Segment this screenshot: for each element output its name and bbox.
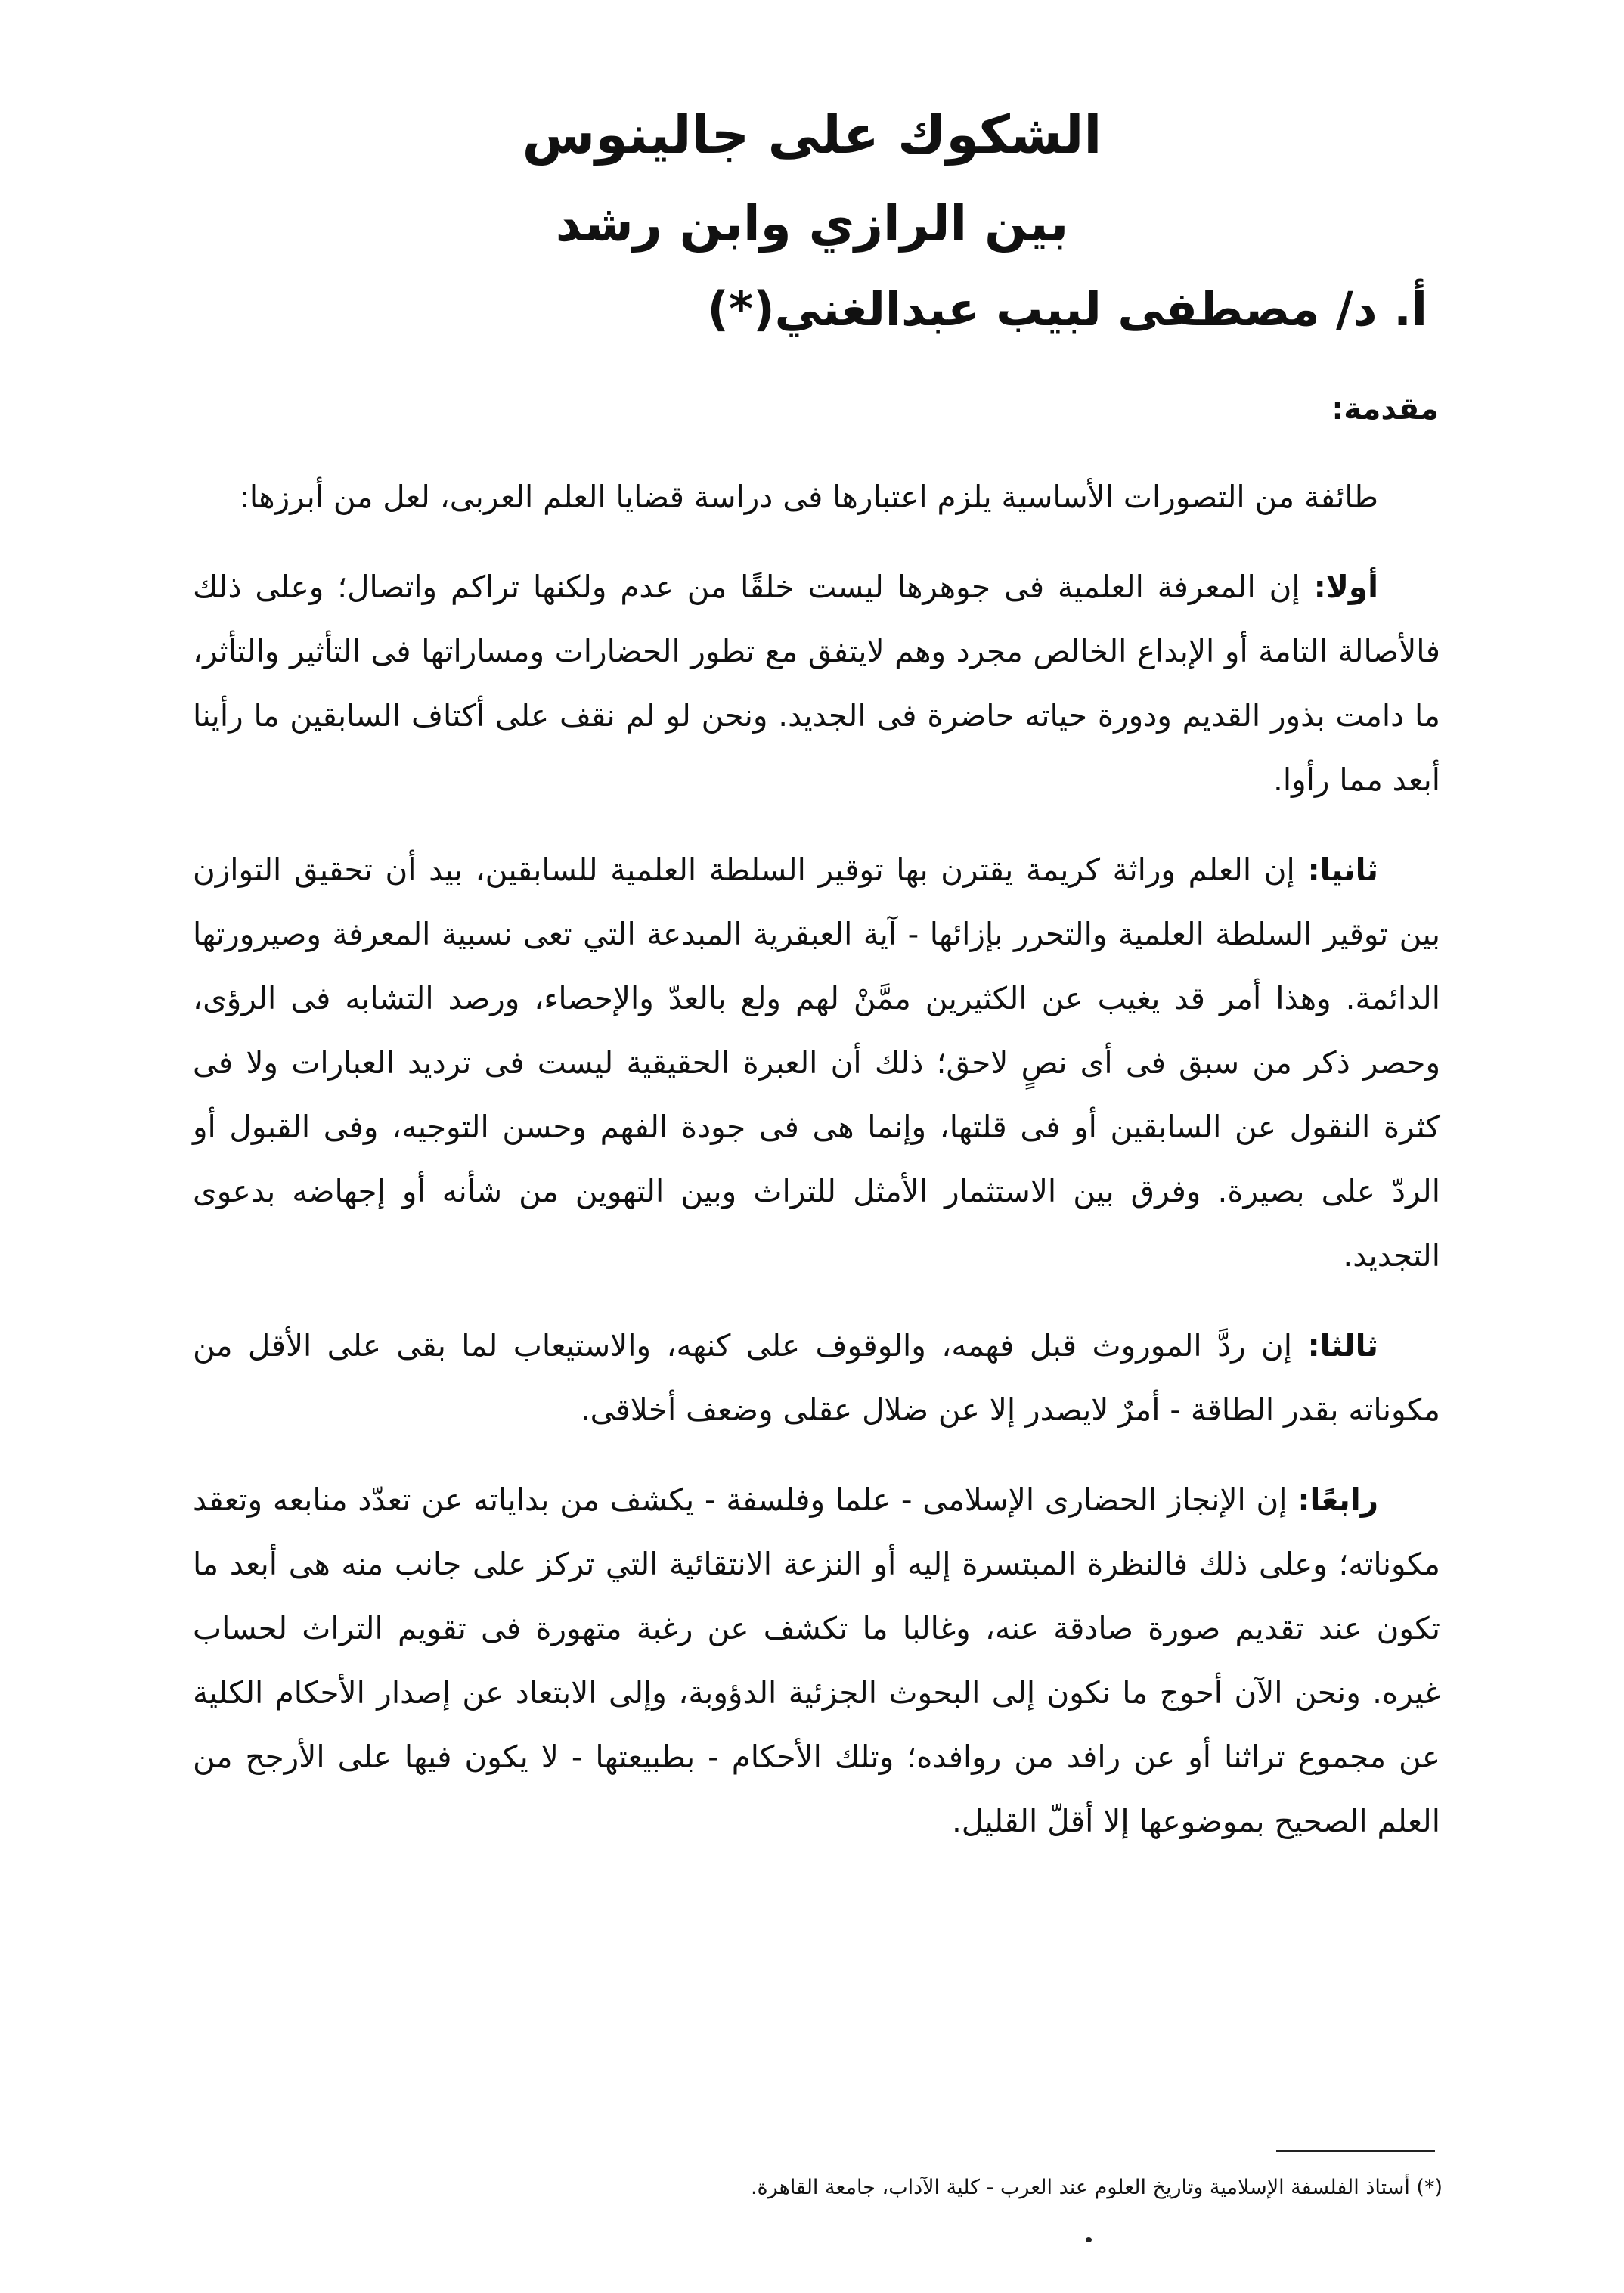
body-text bbox=[193, 465, 1440, 1879]
point-paragraph-fourth bbox=[193, 1468, 1440, 1854]
point-text: إن العلم وراثة كريمة يقترن بها توقير السلطة العلمية للسابقين، بيد أن تحقيق التوازن بين توقير السلطة العلمية والتحرر بإزائها - آية العبقرية المبدعة التي تعى نسبية المعرفة وصيرورتها الدائمة. وهذا أمر قد يغيب عن الكثيرين ممَّنْ لهم ولع بالعدّ والإحصاء، ورصد التشابه فى الرؤى، وحصر ذكر من سبق فى أى نصٍ لاحق؛ ذلك أن العبرة الحقيقية ليست فى ترديد العبارات ولا فى كثرة النقول عن السابقين أو فى قلتها، وإنما هى فى جودة الفهم وحسن التوجيه، وفى القبول أو الردّ على بصيرة. وفرق بين الاستثمار الأمثل للتراث وبين التهوين من شأنه أو إجهاضه بدعوى التجديد. bbox=[193, 852, 1440, 1274]
page-title: الشكوك على جالينوس bbox=[522, 104, 1102, 166]
point-paragraph-second bbox=[193, 838, 1440, 1288]
point-lead: ثانيا: bbox=[1307, 852, 1378, 888]
section-heading-introduction: مقدمة: bbox=[1331, 392, 1439, 427]
footnote: (*) أستاذ الفلسفة الإسلامية وتاريخ العلوم عند العرب - كلية الآداب، جامعة القاهرة. bbox=[750, 2176, 1443, 2199]
point-text: إن ردَّ الموروث قبل فهمه، والوقوف على كنهه، والاستيعاب لما بقى على الأقل من مكوناته بقدر الطاقة - أمرٌ لايصدر إلا عن ضلال عقلى وضعف أخلاقى. bbox=[193, 1327, 1440, 1428]
point-text: إن الإنجاز الحضارى الإسلامى - علما وفلسفة - يكشف من بداياته عن تعدّد منابعه وتعقد مكوناته؛ وعلى ذلك فالنظرة المبتسرة إليه أو النزعة الانتقائية التي تركز على جانب منه هى أبعد ما تكون عند تقديم صورة صادقة عنه، وغالبا ما تكشف عن رغبة متهورة فى تقويم التراث لحساب غيره. ونحن الآن أحوج ما نكون إلى البحوث الجزئية الدؤوبة، وإلى الابتعاد عن إصدار الأحكام الكلية عن مجموع تراثنا أو عن رافد من روافده؛ وتلك الأحكام - بطبيعتها - لا يكون فيها على الأرجح من العلم الصحيح بموضوعها إلا أقلّ القليل. bbox=[193, 1482, 1440, 1839]
page-subtitle: بين الرازي وابن رشد bbox=[555, 194, 1069, 253]
point-paragraph-third bbox=[193, 1314, 1440, 1442]
intro-paragraph: طائفة من التصورات الأساسية يلزم اعتبارها فى دراسة قضايا العلم العربى، لعل من أبرزها: bbox=[239, 479, 1378, 515]
footnote-divider bbox=[1276, 2150, 1435, 2152]
point-lead: رابعًا: bbox=[1297, 1482, 1379, 1518]
author-line: أ. د/ مصطفى لبيب عبدالغني(*) bbox=[707, 281, 1427, 337]
point-text: إن المعرفة العلمية فى جوهرها ليست خلقًا من عدم ولكنها تراكم واتصال؛ وعلى ذلك فالأصالة التامة أو الإبداع الخالص مجرد وهم لايتفق مع تطور الحضارات ومساراتها فى التأثير والتأثر، ما دامت بذور القديم ودورة حياته حاضرة فى الجديد. ونحن لو لم نقف على أكتاف السابقين ما رأينا أبعد مما رأوا. bbox=[193, 569, 1440, 798]
point-lead: ثالثا: bbox=[1307, 1327, 1378, 1364]
point-lead: أولا: bbox=[1313, 569, 1378, 605]
page-mark bbox=[1086, 2237, 1092, 2242]
point-paragraph-first bbox=[193, 555, 1440, 812]
